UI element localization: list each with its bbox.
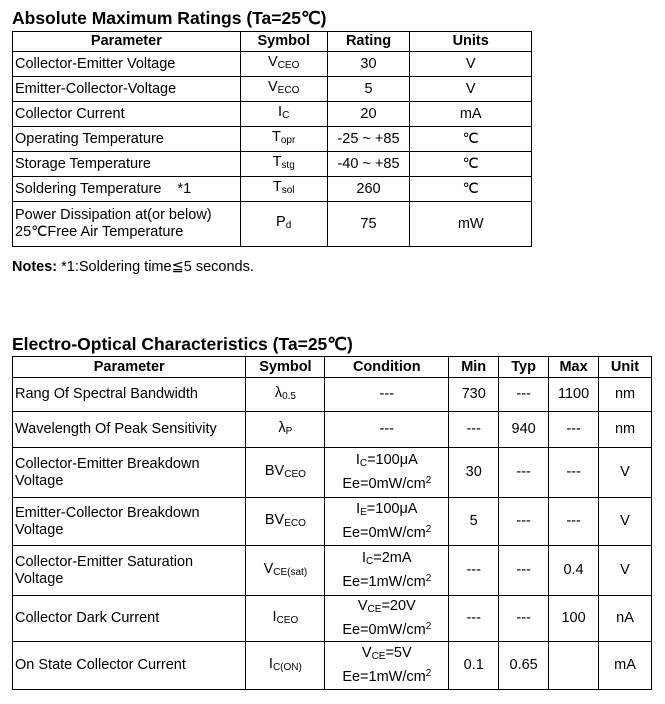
amr-symbol	[240, 152, 327, 177]
amr-rating: 30	[327, 52, 410, 77]
eoc-condition	[325, 412, 449, 448]
sym-main: BV	[264, 462, 285, 479]
cond1-main: I	[356, 501, 361, 517]
eoc-min: 730	[449, 378, 499, 412]
eoc-title: Electro-Optical Characteristics (Ta=25℃)	[12, 334, 353, 354]
param-line1: Collector Dark Current	[15, 610, 160, 626]
amr-param: Emitter-Collector-Voltage	[13, 77, 241, 102]
cond-line2	[327, 472, 446, 493]
amr-power-line1: Power Dissipation at(or below)	[15, 207, 212, 223]
sym-sub: ECO	[284, 517, 306, 529]
cond1-main: I	[362, 550, 367, 566]
eoc-param	[13, 498, 246, 546]
eoc-condition	[325, 596, 449, 642]
cond-line1	[327, 501, 446, 521]
electro-optical-table	[12, 356, 652, 690]
sym-main: T	[272, 179, 282, 195]
amr-rating: 260	[327, 177, 410, 202]
cond1-sub: CE	[371, 651, 386, 662]
cond1-main: V	[361, 645, 372, 661]
cond-line1	[327, 645, 446, 665]
amr-row	[13, 127, 532, 152]
eoc-header-min: Min	[449, 357, 499, 378]
eoc-max: 1100	[549, 378, 599, 412]
cond2-sup: 2	[425, 524, 432, 535]
cond2: Ee=1mW/cm	[342, 574, 426, 590]
sym-sub: sol	[281, 185, 295, 196]
amr-header-row	[13, 32, 532, 52]
eoc-min: 0.1	[449, 642, 499, 690]
eoc-max: ---	[549, 448, 599, 498]
eoc-condition	[325, 642, 449, 690]
amr-unit: mA	[410, 102, 532, 127]
eoc-min: ---	[449, 546, 499, 596]
eoc-max: 100	[549, 596, 599, 642]
sym-sub: CEO	[277, 60, 300, 71]
eoc-param	[13, 412, 246, 448]
sym-sub: CEO	[284, 468, 306, 480]
param-line2: Voltage	[15, 570, 64, 587]
notes-label: Notes:	[12, 259, 58, 275]
amr-symbol	[240, 102, 327, 127]
absolute-maximum-ratings-table	[12, 31, 532, 247]
sym-main: I	[268, 655, 273, 672]
eoc-typ: 940	[499, 412, 549, 448]
eoc-row	[13, 596, 652, 642]
amr-param: Soldering Temperature *1	[13, 177, 241, 202]
eoc-param	[13, 596, 246, 642]
eoc-param	[13, 448, 246, 498]
cond1-rest: =5V	[385, 645, 412, 661]
amr-row	[13, 177, 532, 202]
sym-sub: CEO	[276, 614, 299, 626]
amr-rating: -25 ~ +85	[327, 127, 410, 152]
notes	[12, 259, 254, 275]
eoc-unit: mA	[599, 642, 652, 690]
sym-main: λ	[274, 384, 283, 401]
sym-main: I	[272, 608, 277, 625]
eoc-max: 0.4	[549, 546, 599, 596]
cond-line2	[327, 521, 446, 542]
sym-sub: stg	[281, 160, 295, 171]
cond2-sup: 2	[425, 475, 432, 486]
eoc-max	[549, 642, 599, 690]
cond-line2	[327, 570, 446, 591]
amr-power-rating: 75	[327, 202, 410, 247]
cond-line1	[327, 452, 446, 472]
amr-row	[13, 52, 532, 77]
param-line2: Voltage	[15, 521, 64, 538]
amr-header-rating: Rating	[327, 32, 410, 52]
amr-param: Storage Temperature	[13, 152, 241, 177]
amr-unit: ℃	[410, 152, 532, 177]
eoc-unit: nA	[599, 596, 652, 642]
eoc-condition	[325, 378, 449, 412]
amr-power-param	[13, 202, 241, 247]
amr-power-line2: 25℃Free Air Temperature	[15, 224, 184, 240]
eoc-unit: V	[599, 546, 652, 596]
amr-unit: V	[410, 77, 532, 102]
amr-power-unit: mW	[410, 202, 532, 247]
eoc-header-max: Max	[549, 357, 599, 378]
param-line1: On State Collector Current	[15, 657, 186, 673]
sym-sub: opr	[280, 135, 296, 146]
eoc-row	[13, 546, 652, 596]
cond2-sup: 2	[425, 573, 432, 584]
sym-main: I	[278, 104, 283, 120]
eoc-typ: ---	[499, 498, 549, 546]
cond1-rest: =20V	[381, 598, 416, 614]
eoc-condition	[325, 498, 449, 546]
amr-symbol	[240, 77, 327, 102]
sym-sub: d	[285, 220, 292, 231]
cond1-rest: =100μA	[366, 501, 418, 517]
amr-rating: 5	[327, 77, 410, 102]
eoc-typ: 0.65	[499, 642, 549, 690]
eoc-min: ---	[449, 596, 499, 642]
cond-line2	[327, 618, 446, 639]
cond2-sup: 2	[425, 668, 432, 679]
cond1-sub: E	[360, 507, 367, 518]
eoc-condition	[325, 448, 449, 498]
amr-rating: 20	[327, 102, 410, 127]
eoc-condition	[325, 546, 449, 596]
eoc-symbol	[246, 498, 325, 546]
amr-param: Operating Temperature	[13, 127, 241, 152]
eoc-symbol	[246, 546, 325, 596]
amr-symbol	[240, 52, 327, 77]
eoc-symbol	[246, 596, 325, 642]
amr-param: Collector-Emitter Voltage	[13, 52, 241, 77]
notes-text: *1:Soldering time≦5 seconds.	[57, 259, 254, 275]
amr-row	[13, 102, 532, 127]
sym-sub: P	[285, 425, 293, 437]
cond1: ---	[379, 421, 395, 437]
eoc-min: ---	[449, 412, 499, 448]
eoc-symbol	[246, 378, 325, 412]
eoc-row	[13, 448, 652, 498]
param-line1: Wavelength Of Peak Sensitivity	[15, 421, 217, 437]
eoc-header-symbol: Symbol	[246, 357, 325, 378]
sym-sub: ECO	[277, 85, 300, 96]
cond1-sub: CE	[367, 604, 382, 615]
cond-line1	[327, 550, 446, 570]
eoc-header-parameter: Parameter	[13, 357, 246, 378]
eoc-symbol	[246, 412, 325, 448]
eoc-symbol	[246, 448, 325, 498]
eoc-min: 30	[449, 448, 499, 498]
eoc-typ: ---	[499, 546, 549, 596]
sym-main: λ	[278, 419, 286, 436]
amr-unit: V	[410, 52, 532, 77]
amr-rating: -40 ~ +85	[327, 152, 410, 177]
eoc-row	[13, 498, 652, 546]
cond2: Ee=0mW/cm	[342, 525, 426, 541]
sym-main: T	[272, 129, 281, 145]
eoc-header-row	[13, 357, 652, 378]
eoc-typ: ---	[499, 448, 549, 498]
sym-sub: C(ON)	[272, 661, 302, 673]
eoc-header-condition: Condition	[325, 357, 449, 378]
amr-row	[13, 152, 532, 177]
amr-unit: ℃	[410, 127, 532, 152]
eoc-row	[13, 378, 652, 412]
amr-title: Absolute Maximum Ratings (Ta=25℃)	[12, 8, 327, 28]
eoc-row	[13, 412, 652, 448]
eoc-max: ---	[549, 498, 599, 546]
amr-unit: ℃	[410, 177, 532, 202]
amr-param: Collector Current	[13, 102, 241, 127]
eoc-min: 5	[449, 498, 499, 546]
cond1-rest: =2mA	[373, 550, 412, 566]
cond2: Ee=1mW/cm	[342, 669, 426, 685]
sym-main: P	[276, 214, 286, 230]
amr-symbol	[240, 127, 327, 152]
eoc-unit: nm	[599, 378, 652, 412]
cond2: Ee=0mW/cm	[342, 622, 426, 638]
sym-sub: 0.5	[282, 390, 296, 402]
amr-header-symbol: Symbol	[240, 32, 327, 52]
amr-symbol	[240, 177, 327, 202]
sym-main: V	[268, 79, 278, 95]
cond1: ---	[379, 386, 395, 402]
amr-header-parameter: Parameter	[13, 32, 241, 52]
sym-main: V	[263, 560, 274, 577]
param-line1: Emitter-Collector Breakdown	[15, 504, 200, 521]
sym-sub: C	[282, 110, 290, 121]
eoc-unit: nm	[599, 412, 652, 448]
eoc-param	[13, 378, 246, 412]
amr-row-power	[13, 202, 532, 247]
cond1-sub: C	[359, 458, 368, 469]
sym-sub: CE(sat)	[273, 566, 308, 578]
cond1-main: I	[355, 452, 360, 468]
param-line1: Rang Of Spectral Bandwidth	[15, 386, 198, 402]
cond-line2	[327, 665, 446, 686]
eoc-row	[13, 642, 652, 690]
param-line1: Collector-Emitter Saturation	[15, 553, 194, 570]
cond1-sub: C	[366, 556, 374, 567]
eoc-typ: ---	[499, 596, 549, 642]
param-line2: Voltage	[15, 472, 64, 489]
eoc-header-typ: Typ	[499, 357, 549, 378]
amr-power-symbol	[240, 202, 327, 247]
eoc-max: ---	[549, 412, 599, 448]
cond1-main: V	[357, 598, 368, 614]
sym-main: BV	[264, 511, 285, 528]
eoc-symbol	[246, 642, 325, 690]
sym-main: V	[268, 54, 278, 70]
cond2: Ee=0mW/cm	[342, 476, 426, 492]
sym-main: T	[272, 154, 282, 170]
param-line1: Collector-Emitter Breakdown	[15, 455, 200, 472]
amr-header-units: Units	[410, 32, 532, 52]
eoc-unit: V	[599, 448, 652, 498]
cond1-rest: =100μA	[367, 452, 418, 468]
amr-row	[13, 77, 532, 102]
eoc-typ: ---	[499, 378, 549, 412]
cond-line1	[327, 598, 446, 618]
eoc-unit: V	[599, 498, 652, 546]
eoc-header-unit: Unit	[599, 357, 652, 378]
eoc-param	[13, 546, 246, 596]
cond2-sup: 2	[425, 621, 432, 632]
eoc-param	[13, 642, 246, 690]
